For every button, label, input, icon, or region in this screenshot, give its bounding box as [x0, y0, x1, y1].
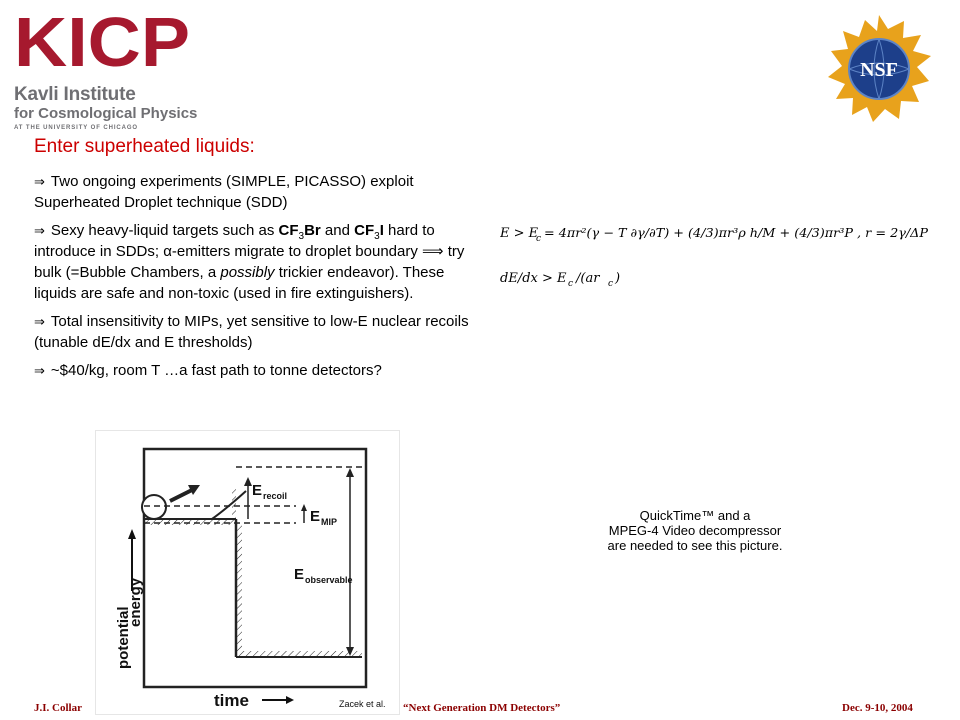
logo-subtitle: for Cosmological Physics — [14, 105, 198, 122]
bullet-item-3 — [34, 311, 484, 353]
nsf-seal-text: NSF — [860, 59, 898, 81]
eq1-rhs: = 4πr²(γ − T ∂γ/∂T) + (4/3)πr³ρ h/M + (4/3)πr³P , r = 2γ/ΔP — [544, 226, 929, 240]
eq2-close: ) — [615, 271, 621, 286]
quicktime-line-2: MPEG-4 Video decompressor — [608, 523, 782, 538]
bullet-item-4 — [34, 360, 484, 381]
eq1-lhs-sub: c — [536, 234, 542, 244]
bullet-list — [34, 171, 484, 388]
e-mip-sub: MIP — [321, 517, 338, 527]
quicktime-placeholder — [560, 508, 830, 553]
e-recoil-label: E — [252, 482, 263, 499]
y-axis-label-2: energy — [127, 577, 144, 627]
chem-cf3br-br: Br — [304, 222, 321, 239]
eq1-lhs: E > E — [500, 226, 539, 241]
chem-cf3i-i: I — [379, 222, 384, 239]
bullet-text-3: Total insensitivity to MIPs, yet sensitive to low-E nuclear recoils (tunable dE/dx and E thresholds) — [34, 313, 469, 351]
equations-block — [500, 212, 940, 292]
bullet-text-2a: Sexy heavy-liquid targets such as — [50, 222, 279, 239]
eq2-tail: /(ar — [576, 271, 600, 286]
barrier-curve — [212, 491, 246, 519]
e-obs-sub: observable — [305, 575, 353, 585]
eq2-lhs: dE/dx > E — [500, 271, 567, 286]
quicktime-line-1: QuickTime™ and a — [639, 508, 751, 523]
chem-cf3br-cf: CF — [278, 222, 299, 239]
bullet-text-2c: hard to introduce in SDDs; — [34, 222, 435, 260]
e-recoil-sub: recoil — [263, 491, 288, 501]
slide-headline: Enter superheated liquids: — [34, 136, 255, 157]
bullet-arrow-icon: ⇒ — [34, 223, 45, 238]
footer-title: “Next Generation DM Detectors” — [403, 702, 561, 714]
bottom-hatch — [242, 651, 362, 657]
kicp-logo-mark — [14, 8, 192, 72]
potential-energy-diagram — [96, 431, 401, 716]
nsf-seal — [820, 14, 938, 124]
e-obs-arrowhead-up — [346, 468, 354, 477]
bullet-item-1 — [34, 171, 484, 213]
eq2-sub: c — [568, 279, 574, 289]
logo-mark-text: KICP — [14, 8, 190, 72]
chem-sub-3: 3 — [374, 231, 380, 242]
bullet-text-2d: -emitters migrate to droplet boundary — [171, 243, 423, 260]
bullet-text-2b: and — [320, 222, 355, 239]
barrier-hatch — [232, 489, 236, 519]
bullet-arrow-icon: ⇒ — [34, 363, 45, 378]
bullet-item-2 — [34, 220, 484, 304]
bullet-arrow-icon: ⇒ — [34, 314, 45, 329]
equations-svg — [500, 212, 940, 292]
quicktime-line-3: are needed to see this picture. — [607, 538, 783, 553]
footer-author: J.I. Collar — [34, 702, 82, 714]
nsf-seal-icon — [820, 14, 938, 124]
kicp-logo — [14, 8, 198, 131]
figure-credit: Zacek et al. — [339, 699, 386, 709]
chem-cf3i-cf: CF — [354, 222, 375, 239]
e-recoil-arrowhead — [244, 477, 252, 486]
bullet-text-1: Two ongoing experiments (SIMPLE, PICASSO) exploit Superheated Droplet technique (SDD) — [34, 173, 414, 211]
potential-energy-figure — [95, 430, 400, 715]
e-mip-arrowhead — [301, 504, 307, 511]
chem-sub-3: 3 — [298, 231, 305, 242]
y-axis-label-1: potential — [115, 606, 132, 669]
bullet-text-italic: possibly — [220, 264, 275, 281]
bullet-text-4: ~$40/kg, room T …a fast path to tonne detectors? — [50, 362, 382, 379]
logo-name: Kavli Institute — [14, 84, 136, 105]
push-arrow — [170, 489, 194, 501]
logo-tagline: AT THE UNIVERSITY OF CHICAGO — [14, 125, 138, 131]
droplet-ball — [142, 495, 166, 519]
implies-arrow-icon: ⟹ — [422, 243, 444, 260]
x-axis-label: time — [214, 691, 249, 710]
bullet-text-2e: try bulk (=Bubble Chambers, a — [34, 243, 465, 281]
x-axis-arrowhead — [286, 696, 294, 704]
bullet-text-2f: trickier endeavor). These liquids are safe and non-toxic (used in fire extinguishers). — [34, 264, 445, 302]
e-mip-label: E — [310, 508, 321, 525]
footer-date: Dec. 9-10, 2004 — [842, 702, 913, 714]
drop-wall-hatch — [237, 523, 242, 657]
e-obs-label: E — [294, 566, 305, 583]
bullet-arrow-icon: ⇒ — [34, 174, 45, 189]
y-axis-arrowhead — [128, 529, 136, 539]
eq2-sub2: c — [608, 279, 614, 289]
alpha-symbol: α — [163, 243, 172, 260]
